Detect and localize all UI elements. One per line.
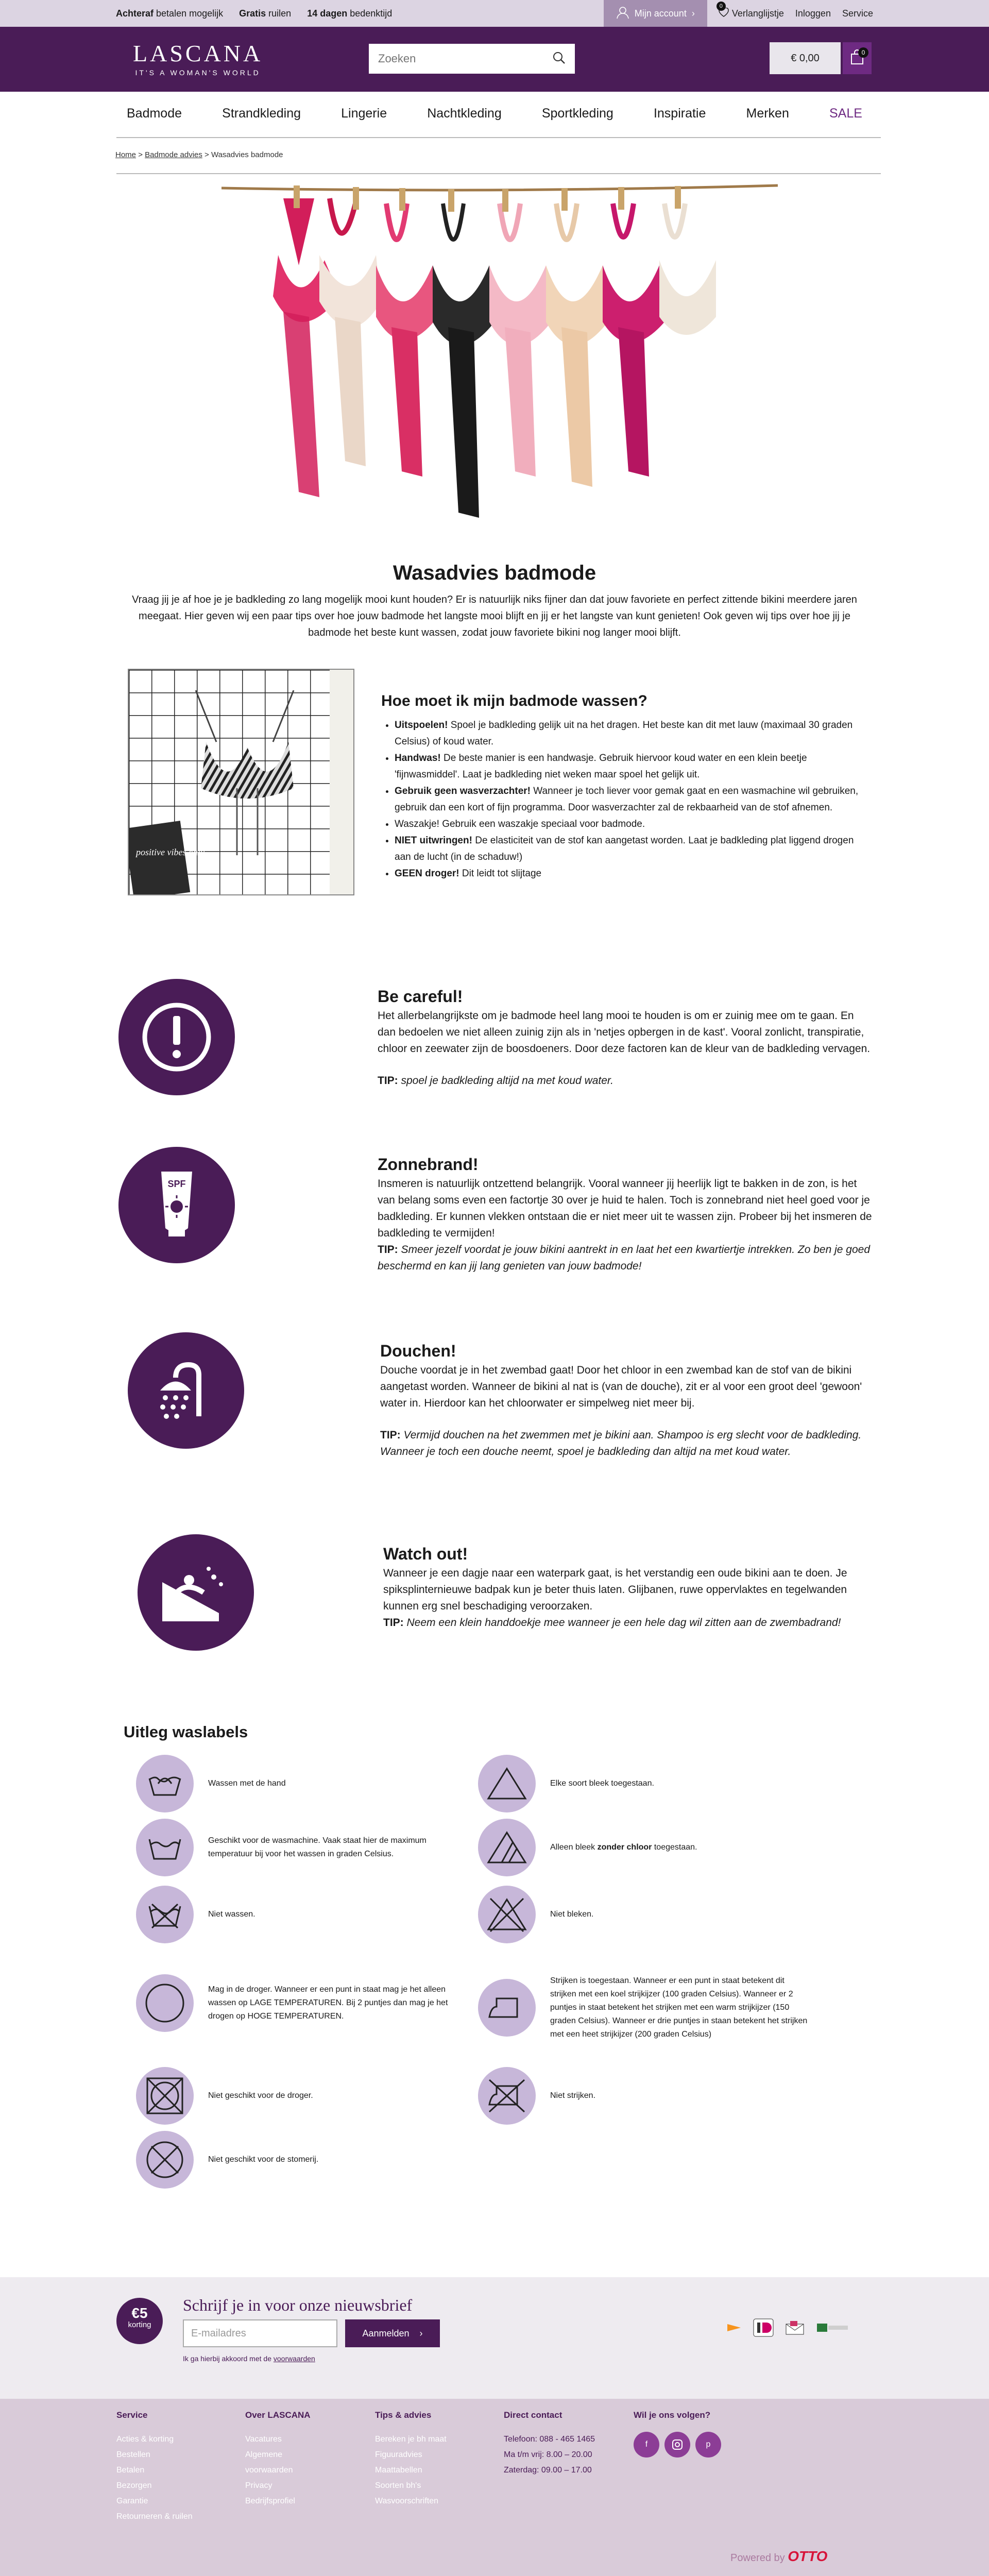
no-iron-icon [478, 2067, 536, 2125]
footer-heading: Over LASCANA [245, 2410, 311, 2420]
breadcrumb-current: Wasadvies badmode [211, 150, 283, 159]
hero-bras-on-line-image [221, 183, 778, 544]
footer-link[interactable]: Maattabellen [375, 2466, 422, 2475]
list-item: • Handwas! De beste manier is een handwasje. Gebruik hiervoor koud water en een klein beetje 'fijnwasmiddel'. Laat je badkleding niet weken maar spoel het gelijk uit. [395, 750, 865, 783]
site-header [0, 27, 989, 92]
footer-link[interactable]: Bestellen [116, 2450, 150, 2459]
tip-careful [378, 988, 872, 1089]
intro-text: Vraag jij je af hoe je je badkleding zo lang mogelijk mooi kunt houden? Er is natuurlijk niks fijner dan dat jouw favoriete en perfect zittende bikini meerdere jaren meegaat. Hier geven wij een paar tips over hoe jouw badmode het langste mooi blijft en jij er het langste van kunt genieten! Ook geven wij tips over hoe jij je badmode het beste kunt wassen, zodat jouw favoriete bikini nog langer mooi blijft. [132, 594, 857, 638]
wishlist-count-badge: 0 [717, 2, 726, 11]
label-no-iron [478, 2067, 828, 2125]
breadcrumb-separator: > [138, 150, 143, 159]
search-input[interactable] [378, 52, 552, 65]
label-no-wash [136, 1886, 455, 1943]
otto-logo: OTTO [788, 2548, 828, 2564]
footer-link[interactable]: Acties & korting [116, 2435, 174, 2444]
nav-item-sale[interactable]: SALE [829, 106, 862, 121]
footer-heading: Service [116, 2410, 148, 2420]
hand-wash-icon [136, 1755, 194, 1812]
non-chlorine-bleach-icon [478, 1819, 536, 1876]
label-tumble-dry [136, 1974, 466, 2032]
envelope-icon [785, 2320, 806, 2338]
footer-link[interactable]: Garantie [116, 2497, 148, 2505]
breadcrumb-separator: > [204, 150, 209, 159]
breadcrumb-home[interactable]: Home [115, 150, 137, 159]
tip-label: TIP: [378, 1244, 398, 1256]
no-bleach-icon [478, 1886, 536, 1943]
footer-link[interactable]: Betalen [116, 2466, 145, 2475]
waterslide-icon [138, 1534, 254, 1651]
top-utility-bar [0, 0, 989, 27]
list-item: • NIET uitwringen! De elasticiteit van de stof kan aangetast worden. Laat je badkleding plat liggend drogen aan de lucht (in de schaduw!) [395, 833, 865, 866]
wishlist-label: Verlanglijstje [731, 8, 784, 19]
search-box [369, 44, 575, 74]
nav-item-lingerie[interactable]: Lingerie [341, 106, 387, 121]
newsletter-section [0, 2277, 989, 2399]
label-no-dry-clean [136, 2131, 455, 2189]
footer-social [634, 2410, 721, 2458]
iron-icon [478, 1979, 536, 2037]
label-text: Niet wassen. [208, 1910, 255, 1919]
sunscreen-icon [118, 1147, 235, 1263]
shop-logo-icon [817, 2321, 848, 2336]
label-iron [478, 1974, 808, 2041]
tip-advice: Neem een klein handdoekje mee wanneer je een hele dag wil zitten aan de zwembadrand! [403, 1617, 841, 1629]
usp-list [116, 8, 405, 19]
cart-total[interactable]: € 0,00 [770, 42, 841, 74]
footer-heading: Direct contact [504, 2410, 562, 2420]
label-text: Niet strijken. [550, 2091, 596, 2100]
footer-service [116, 2410, 193, 2524]
footer-link[interactable]: Privacy [245, 2481, 272, 2490]
footer-link[interactable]: voorwaarden [245, 2466, 293, 2475]
usp-return-period: 14 dagen bedenktijd [307, 8, 393, 19]
user-icon [616, 6, 629, 22]
footer-link[interactable]: Bezorgen [116, 2481, 152, 2490]
usp-free-exchange: Gratis ruilen [239, 8, 292, 19]
nav-item-badmode[interactable]: Badmode [127, 106, 182, 121]
label-no-tumble-dry [136, 2067, 455, 2125]
howto-list [381, 717, 865, 882]
footer-heading: Wil je ons volgen? [634, 2410, 711, 2420]
tip-label: TIP: [380, 1429, 401, 1441]
shower-icon [128, 1332, 244, 1449]
positive-vibes-text: positive vibes only [136, 847, 204, 857]
email-field[interactable]: E-mailadres [183, 2319, 337, 2347]
nav-item-inspiratie[interactable]: Inspiratie [653, 106, 706, 121]
tip-title: Watch out! [383, 1545, 468, 1563]
label-text: Mag in de droger. Wanneer er een punt in staat mag je het alleen wassen op LAGE TEMPERATUREN. Bij 2 puntjes dan mag je het drogen op HOGE TEMPERATUREN. [208, 1985, 448, 2021]
label-text: Strijken is toegestaan. Wanneer er een punt in staat betekent dit strijken met een koel strijkijzer (100 graden Celsius). Wanneer er 2 puntjes in staat betekent het strijken met een warm strijkijzer (150 graden Celsius). Wanneer er drie puntjes in staan betekent het strijken met een heet strijkijzer (200 graden Celsius) [550, 1976, 808, 2039]
tip-advice: Smeer jezelf voordat je jouw bikini aantrekt in en laat het een kwartiertje intrekken. Zo ben je goed beschermd en kan jij lang genieten van jouw badmode! [378, 1244, 871, 1272]
spf-label: SPF [167, 1179, 186, 1189]
label-text: Alleen bleek zonder chloor toegestaan. [550, 1843, 697, 1852]
logo-name: LASCANA [133, 40, 263, 66]
pinterest-icon[interactable]: p [695, 2432, 721, 2458]
instagram-icon[interactable] [664, 2432, 690, 2458]
nav-item-nachtkleding[interactable]: Nachtkleding [427, 106, 502, 121]
subscribe-label: Aanmelden [362, 2328, 410, 2338]
footer-heading: Tips & advies [375, 2410, 432, 2420]
contact-hours: Zaterdag: 09.00 – 17.00 [504, 2466, 592, 2475]
ideal-icon [753, 2318, 774, 2340]
label-machine-wash [136, 1819, 466, 1876]
divider [116, 137, 881, 138]
login-link[interactable]: Inloggen [795, 8, 831, 19]
list-item: • Uitspoelen! Spoel je badkleding gelijk uit na het dragen. Het beste kan dit met lauw (maximaal 30 graden Celsius) of koud water. [395, 717, 865, 750]
tip-body: Het allerbelangrijkste om je badmode heel lang mooi te houden is om er zuinig mee om te gaan. En dan bedoelen we niet alleen zuinig zijn als in 'netjes opbergen in de kast'. Vooral zonlicht, transpiratie, chloor en zeewater zijn de boosdoeners. Door deze factoren kan de kleur van de badkleding vervagen. [378, 1010, 871, 1055]
labels-title: Uitleg waslabels [124, 1723, 248, 1741]
footer-link[interactable]: Algemene [245, 2450, 283, 2459]
label-text: Geschikt voor de wasmachine. Vaak staat hier de maximum temperatuur bij voor het wassen in graden Celsius. [208, 1836, 427, 1858]
my-account-label: Mijn account [634, 8, 687, 19]
footer-about [245, 2410, 311, 2509]
footer-contact [504, 2410, 595, 2478]
label-non-chlorine-bleach [478, 1819, 828, 1876]
footer-link[interactable]: Figuuradvies [375, 2450, 422, 2459]
tip-watch-out [383, 1546, 857, 1631]
list-item: • GEEN droger! Dit leidt tot slijtage [395, 866, 865, 882]
no-wash-icon [136, 1886, 194, 1943]
usp-pay-later: Achteraf betalen mogelijk [116, 8, 224, 19]
tip-label: TIP: [383, 1617, 404, 1629]
afterpay-icon [726, 2322, 742, 2336]
terms-link[interactable]: voorwaarden [273, 2354, 315, 2363]
tumble-dry-icon [136, 1974, 194, 2032]
discount-label: korting [128, 2320, 151, 2329]
discount-badge [116, 2298, 163, 2344]
tip-title: Be careful! [378, 987, 463, 1006]
tip-body: Douche voordat je in het zwembad gaat! Door het chloor in een zwembad kan de stof van de bikini aangetast worden. Wanneer de bikini al nat is (van de douche), zit er al voor een groot deel 'gewoon' water in. Hierdoor kan het chloorwater er simpelweg niet meer bij. [380, 1364, 862, 1409]
footer-link[interactable]: Soorten bh's [375, 2481, 421, 2490]
footer-link[interactable]: Vacatures [245, 2435, 282, 2444]
bikini-grid-image [128, 669, 354, 895]
bleach-icon [478, 1755, 536, 1812]
site-footer [0, 2399, 989, 2576]
nav-item-strandkleding[interactable]: Strandkleding [222, 106, 301, 121]
list-item: • Waszakje! Gebruik een waszakje speciaal voor badmode. [395, 816, 865, 833]
nav-item-merken[interactable]: Merken [746, 106, 789, 121]
tip-label: TIP: [378, 1075, 398, 1087]
label-text: Elke soort bleek toegestaan. [550, 1779, 654, 1788]
nav-item-sportkleding[interactable]: Sportkleding [541, 106, 613, 121]
contact-hours: Ma t/m vrij: 8.00 – 20.00 [504, 2450, 592, 2459]
tip-sunscreen [378, 1156, 872, 1275]
payment-icons [726, 2318, 848, 2340]
tip-body: Wanneer je een dagje naar een waterpark gaat, is het verstandig een oude bikini aan te doen. Je spiksplinternieuwe badpak kun je beter thuis laten. Glijbanen, ruwe oppervlaktes en tegelwanden kunnen erg snel beschadiging veroorzaken. [383, 1567, 847, 1612]
powered-by-otto[interactable]: Powered by OTTO [730, 2548, 828, 2564]
no-tumble-dry-icon [136, 2067, 194, 2125]
footer-link[interactable]: Wasvoorschriften [375, 2497, 438, 2505]
cart-count-badge: 0 [858, 47, 868, 58]
howto-title: Hoe moet ik mijn badmode wassen? [381, 692, 647, 709]
tip-body: Insmeren is natuurlijk ontzettend belangrijk. Vooral wanneer jij heerlijk ligt te bakken in de zon, is het van belang soms even een factortje 30 over je huid te halen. Toch is zonnebrand niet heel goed voor je badkleding. Er kunnen vlekken ontstaan die er niet meer uit te wassen zijn. Probeer bij het insmeren de badkleding te vermijden! [378, 1178, 872, 1239]
tip-shower [380, 1343, 875, 1460]
breadcrumb [115, 150, 283, 159]
label-bleach-allowed [478, 1755, 828, 1812]
label-text: Wassen met de hand [208, 1779, 286, 1788]
breadcrumb-parent[interactable]: Badmode advies [145, 150, 202, 159]
tip-advice: Vermijd douchen na het zwemmen met je bikini aan. Shampoo is erg slecht voor de badkleding. Wanneer je toch een douche neemt, spoel je badkleding dan altijd na met koud water. [380, 1429, 862, 1458]
footer-link[interactable]: Bereken je bh maat [375, 2435, 447, 2444]
cart[interactable] [770, 42, 872, 74]
list-item: • Gebruik geen wasverzachter! Wanneer je toch liever voor gemak gaat en een wasmachine wil gebruiken, gebruik dan een kort of fijn programma. Door wasverzachter zal de rekbaarheid van de stof afnemen. [395, 783, 865, 816]
logo-tagline: IT'S A WOMAN'S WORLD [135, 69, 261, 77]
page-title: Wasadvies badmode [393, 562, 596, 584]
tip-advice: spoel je badkleding altijd na met koud water. [398, 1075, 613, 1087]
exclamation-icon [118, 979, 235, 1095]
label-text: Niet bleken. [550, 1910, 594, 1919]
tip-title: Zonnebrand! [378, 1155, 479, 1174]
howto-section [381, 692, 865, 882]
lascana-logo[interactable] [133, 42, 263, 77]
discount-amount: €5 [131, 2305, 148, 2321]
contact-phone[interactable]: Telefoon: 088 - 465 1465 [504, 2435, 595, 2444]
label-text: Niet geschikt voor de droger. [208, 2091, 313, 2100]
wishlist-link[interactable] [719, 3, 784, 20]
subscribe-button[interactable] [345, 2319, 440, 2347]
search-icon[interactable] [552, 51, 566, 67]
label-no-bleach [478, 1886, 828, 1943]
no-dry-clean-icon [136, 2131, 194, 2189]
label-hand-wash [136, 1755, 455, 1812]
facebook-icon[interactable]: f [634, 2432, 659, 2458]
chevron-right-icon: › [691, 8, 695, 19]
terms-note: Ik ga hierbij akkoord met de voorwaarden [183, 2354, 315, 2363]
divider [116, 173, 881, 174]
label-text: Niet geschikt voor de stomerij. [208, 2155, 319, 2164]
chevron-right-icon: › [419, 2328, 423, 2338]
my-account-button[interactable] [604, 0, 707, 27]
tip-title: Douchen! [380, 1342, 456, 1360]
service-link[interactable]: Service [842, 8, 873, 19]
washtub-icon [136, 1819, 194, 1876]
social-icons [634, 2432, 721, 2458]
footer-link[interactable]: Retourneren & ruilen [116, 2512, 193, 2521]
main-navigation [0, 92, 989, 135]
newsletter-title: Schrijf je in voor onze nieuwsbrief [183, 2296, 413, 2314]
footer-link[interactable]: Bedrijfsprofiel [245, 2497, 295, 2505]
shopping-bag-button[interactable] [843, 42, 872, 74]
footer-tips [375, 2410, 447, 2509]
